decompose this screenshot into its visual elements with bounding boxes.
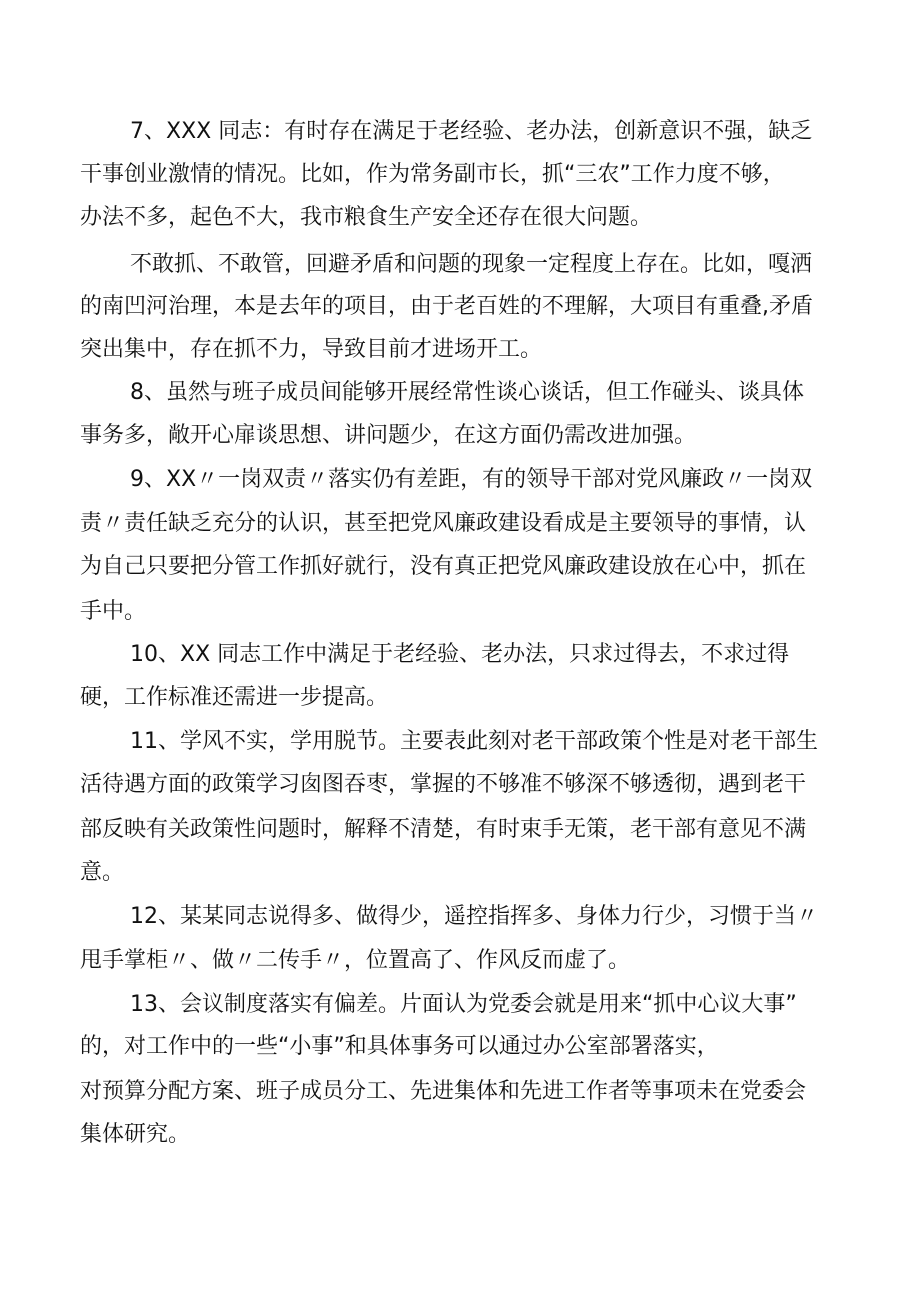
text-line: 部反映有关政策性问题时，解释不清楚，有时束手无策，老干部有意见不满 [80, 817, 807, 842]
text-line: 的南凹河治理，本是去年的项目，由于老百姓的不理解，大项目有重叠,矛盾 [80, 294, 813, 319]
text-line: 责〃责任缺乏充分的认识，甚至把党风廉政建设看成是主要领导的事情，认 [80, 511, 807, 536]
text-line: 事务多，敞开心扉谈思想、讲问题少，在这方面仍需改进加强。 [80, 423, 697, 448]
text-line: 对预算分配方案、班子成员分工、先进集体和先进工作者等事项未在党委会 [80, 1079, 807, 1104]
text-line: 7、XXX 同志：有时存在满足于老经验、老办法，创新意识不强，缺乏 [130, 119, 813, 144]
text-line: 干事创业激情的情况。比如，作为常务副市长，抓“三农”工作力度不够， [80, 162, 785, 187]
text-line: 12、某某同志说得多、做得少，遥控指挥多、身体力行少，习惯于当〃 [130, 904, 818, 929]
text-line: 集体研究。 [80, 1122, 191, 1147]
text-line: 办法不多，起色不大，我市粮食生产安全还存在很大问题。 [80, 205, 653, 230]
text-line: 11、学风不实，学用脱节。主要表此刻对老干部政策个性是对老干部生 [130, 729, 818, 754]
text-line: 不敢抓、不敢管，回避矛盾和问题的现象一定程度上存在。比如，嘎洒 [130, 252, 813, 277]
text-line: 8、虽然与班子成员间能够开展经常性谈心谈话，但工作碰头、谈具体 [130, 380, 804, 405]
text-line: 为自己只要把分管工作抓好就行，没有真正把党风廉政建设放在心中，抓在 [80, 554, 807, 579]
text-line: 的，对工作中的一些“小事”和具体事务可以通过办公室部署落实， [80, 1034, 719, 1059]
text-line: 硬，工作标准还需进一步提高。 [80, 685, 389, 710]
text-line: 13、会议制度落实有偏差。片面认为党委会就是用来“抓中心议大事” [130, 992, 797, 1017]
text-line: 突出集中，存在抓不力，导致目前才进场开工。 [80, 337, 543, 362]
text-line: 10、XX 同志工作中满足于老经验、老办法，只求过得去，不求过得 [130, 642, 790, 667]
text-line: 意。 [80, 860, 125, 885]
text-line: 9、XX〃一岗双责〃落实仍有差距，有的领导干部对党风廉政〃一岗双 [130, 467, 813, 492]
text-line: 甩手掌柜〃、做〃二传手〃，位置高了、作风反而虚了。 [80, 948, 631, 973]
text-line: 活待遇方面的政策学习囱图吞枣，掌握的不够准不够深不够透彻，遇到老干 [80, 772, 807, 797]
text-line: 手中。 [80, 599, 147, 624]
